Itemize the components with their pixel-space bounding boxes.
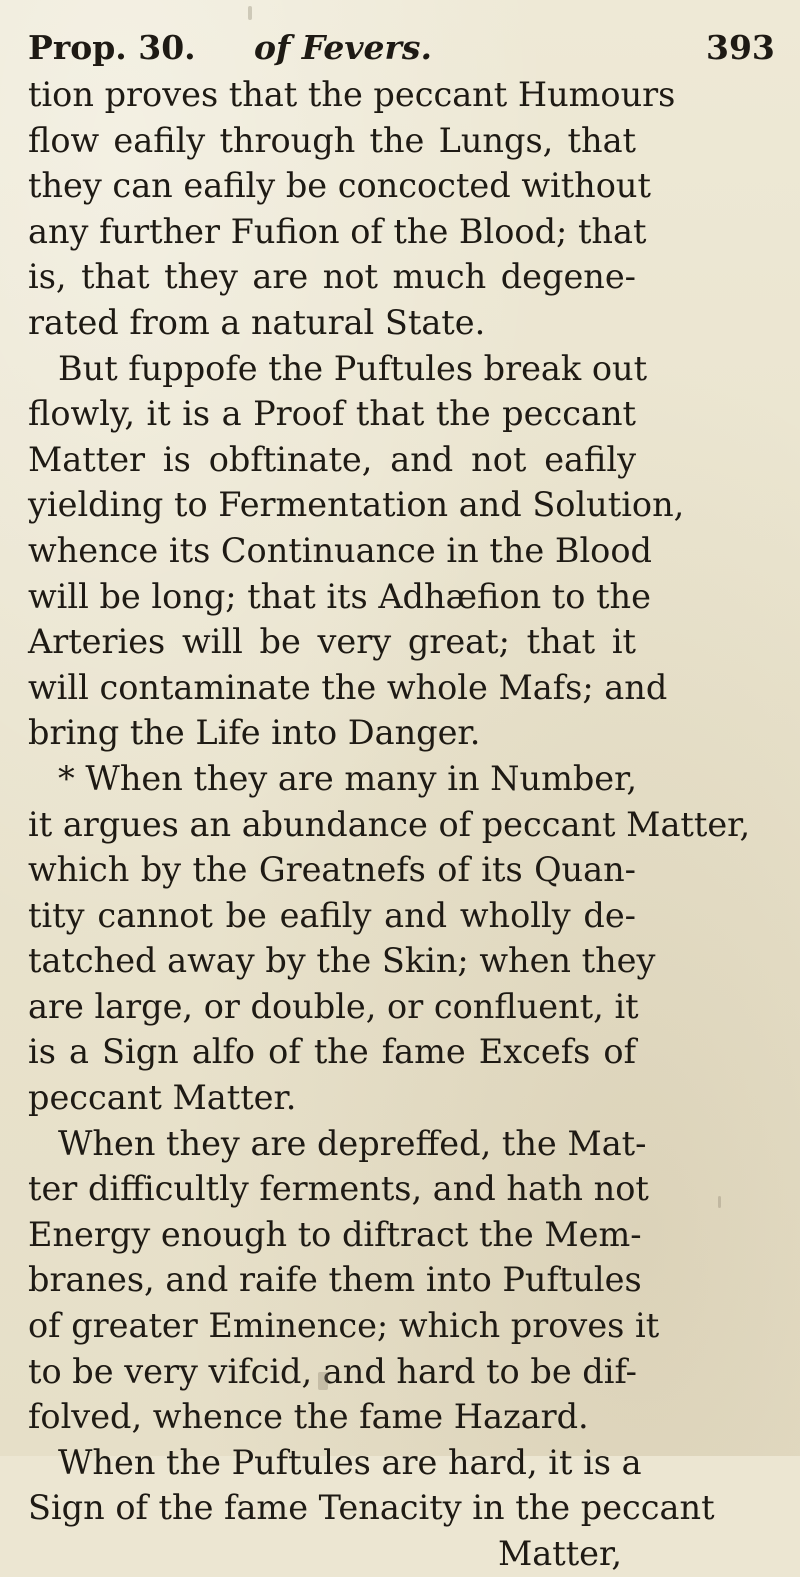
text-line: it argues an abundance of peccant Matter, [28,804,751,844]
text-line: bring the Life into Danger. [28,713,481,753]
text-line: any further Fufion of the Blood; that [28,211,647,251]
text-line: is a Sign alfo of the fame Excefs of [28,1032,636,1072]
text-line: tatched away by the Skin; when they [28,941,656,981]
text-line: When they are depreffed, the Mat- [58,1123,647,1163]
text-line: is, that they are not much degene- [28,257,636,297]
text-line: Matter is obftinate, and not eafily [28,439,636,479]
paper-speck [318,1372,328,1390]
text-line: peccant Matter. [28,1078,297,1118]
text-line: flow eafily through the Lungs, that [28,120,636,160]
catchword: Matter, [497,1534,622,1573]
text-line: Sign of the fame Tenacity in the peccant [28,1488,715,1528]
text-line: are large, or double, or confluent, it [28,986,639,1026]
running-header [28,24,728,72]
running-title: of Fevers. [254,28,432,67]
body-text [28,72,751,1577]
text-line: tity cannot be eafily and wholly de- [28,895,636,935]
text-line: But fuppofe the Puftules break out [58,348,648,388]
text-line: they can eafily be concocted without [28,166,651,206]
text-line: branes, and raife them into Puftules [28,1260,642,1300]
text-line: Arteries will be very great; that it [28,622,636,662]
text-line: whence its Continuance in the Blood [28,530,652,570]
text-line: ter difficultly ferments, and hath not [28,1169,649,1209]
text-line: which by the Greatnefs of its Quan- [28,850,636,890]
proposition-label: Prop. 30. [28,28,196,67]
text-line: flowly, it is a Proof that the peccant [28,394,636,434]
text-line: will be long; that its Adhæfion to the [28,576,651,616]
paper-speck [248,6,252,20]
text-line: yielding to Fermentation and Solution, [28,485,685,525]
text-line: of greater Eminence; which proves it [28,1306,660,1346]
text-line: Energy enough to diftract the Mem- [28,1214,642,1254]
text-line: will contaminate the whole Mafs; and [28,667,668,707]
text-line: tion proves that the peccant Humours [28,75,676,114]
text-line: * When they are many in Number, [58,758,638,798]
text-line: rated from a natural State. [28,302,486,342]
page-number: 393 [706,28,775,67]
text-line: When the Puftules are hard, it is a [58,1442,642,1482]
text-line: folved, whence the fame Hazard. [28,1397,589,1437]
paper-speck [718,1196,721,1208]
text-line: to be very vifcid, and hard to be dif- [28,1351,637,1391]
